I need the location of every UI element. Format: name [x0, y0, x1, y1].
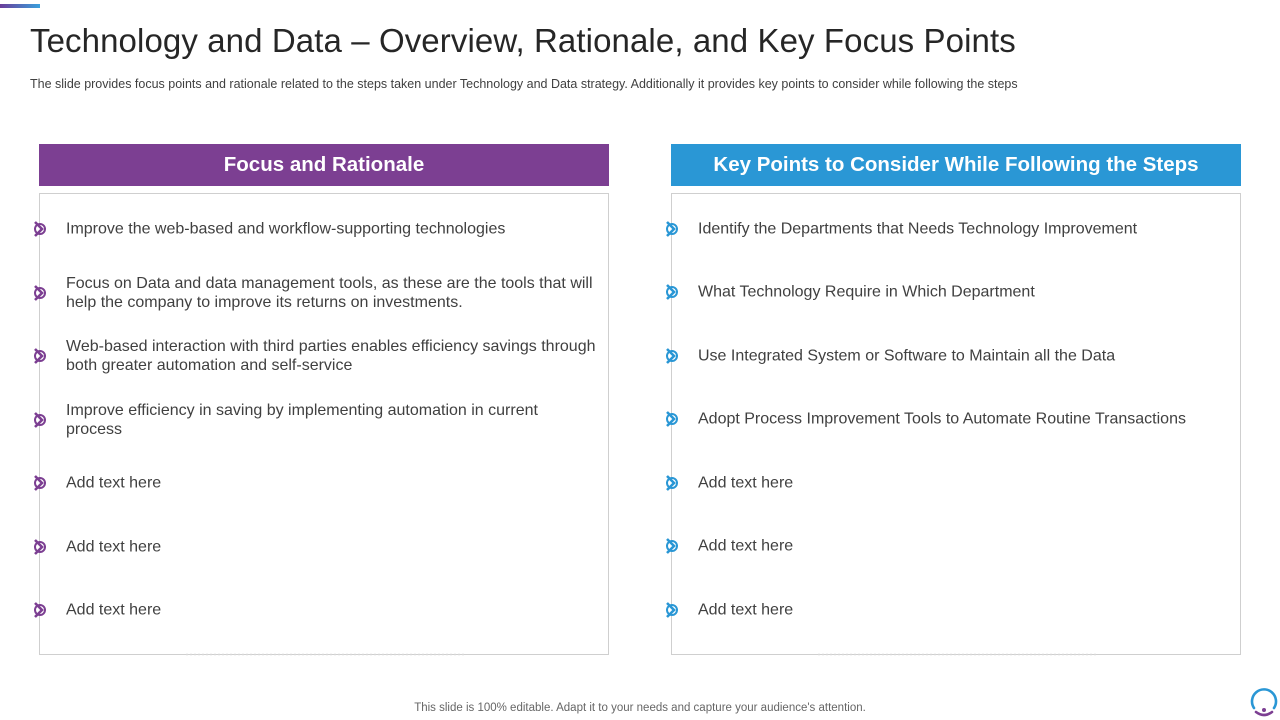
list-item-text: Add text here: [66, 538, 162, 556]
chevron-ring-icon: [31, 284, 49, 302]
list-item: [40, 272, 608, 314]
key-points-header: Key Points to Consider While Following the Steps: [671, 144, 1241, 186]
chevron-ring-icon: [31, 601, 49, 619]
list-item: [672, 398, 1240, 440]
list-item: [672, 271, 1240, 313]
dotted-divider: [185, 653, 465, 656]
chevron-ring-icon: [31, 538, 49, 556]
chevron-ring-icon: [31, 220, 49, 238]
list-item: [672, 208, 1240, 250]
list-item: [40, 335, 608, 377]
focus-rationale-box: [39, 193, 609, 655]
slide-footer: This slide is 100% editable. Adapt it to your needs and capture your audience's attention.: [414, 702, 866, 714]
list-item: [40, 462, 608, 504]
list-item-text: What Technology Require in Which Department: [698, 283, 1035, 301]
chevron-ring-icon: [31, 474, 49, 492]
list-item-text: Add text here: [66, 474, 162, 492]
key-points-panel: [671, 144, 1241, 655]
top-accent-bar: [0, 4, 40, 8]
focus-rationale-header: Focus and Rationale: [39, 144, 609, 186]
list-item-text: Focus on Data and data management tools, as these are the tools that will help the company to improve its returns on investments.: [66, 275, 593, 311]
list-item: [672, 589, 1240, 631]
list-item-text: Improve efficiency in saving by implementing automation in current process: [66, 402, 538, 438]
list-item-text: Add text here: [698, 601, 794, 619]
list-item-text: Add text here: [66, 601, 162, 619]
chevron-ring-icon: [663, 347, 681, 365]
chevron-ring-icon: [663, 601, 681, 619]
list-item: [40, 526, 608, 568]
list-item: [40, 208, 608, 250]
chevron-ring-icon: [663, 537, 681, 555]
list-item: [40, 589, 608, 631]
list-item-text: Web-based interaction with third parties enables efficiency savings through both greater automation and self-service: [66, 338, 596, 374]
brand-logo-icon: [1248, 688, 1280, 720]
list-item-text: Adopt Process Improvement Tools to Automate Routine Transactions: [698, 410, 1186, 428]
list-item-text: Add text here: [698, 474, 794, 492]
slide-subtitle: The slide provides focus points and rationale related to the steps taken under Technology and Data strategy. Additionally it provides key points to consider while following the steps: [30, 77, 1018, 91]
chevron-ring-icon: [31, 411, 49, 429]
chevron-ring-icon: [663, 410, 681, 428]
key-points-box: [671, 193, 1241, 655]
list-item-text: Improve the web-based and workflow-supporting technologies: [66, 220, 506, 238]
chevron-ring-icon: [663, 220, 681, 238]
chevron-ring-icon: [31, 347, 49, 365]
focus-rationale-panel: [39, 144, 609, 655]
list-item: [672, 462, 1240, 504]
chevron-ring-icon: [663, 474, 681, 492]
dotted-divider: [817, 653, 1097, 656]
list-item-text: Identify the Departments that Needs Technology Improvement: [698, 220, 1138, 238]
chevron-ring-icon: [663, 283, 681, 301]
list-item-text: Add text here: [698, 537, 794, 555]
list-item: [40, 399, 608, 441]
slide-title: Technology and Data – Overview, Rationale, and Key Focus Points: [30, 22, 1016, 59]
list-item: [672, 335, 1240, 377]
list-item-text: Use Integrated System or Software to Maintain all the Data: [698, 347, 1116, 365]
list-item: [672, 525, 1240, 567]
